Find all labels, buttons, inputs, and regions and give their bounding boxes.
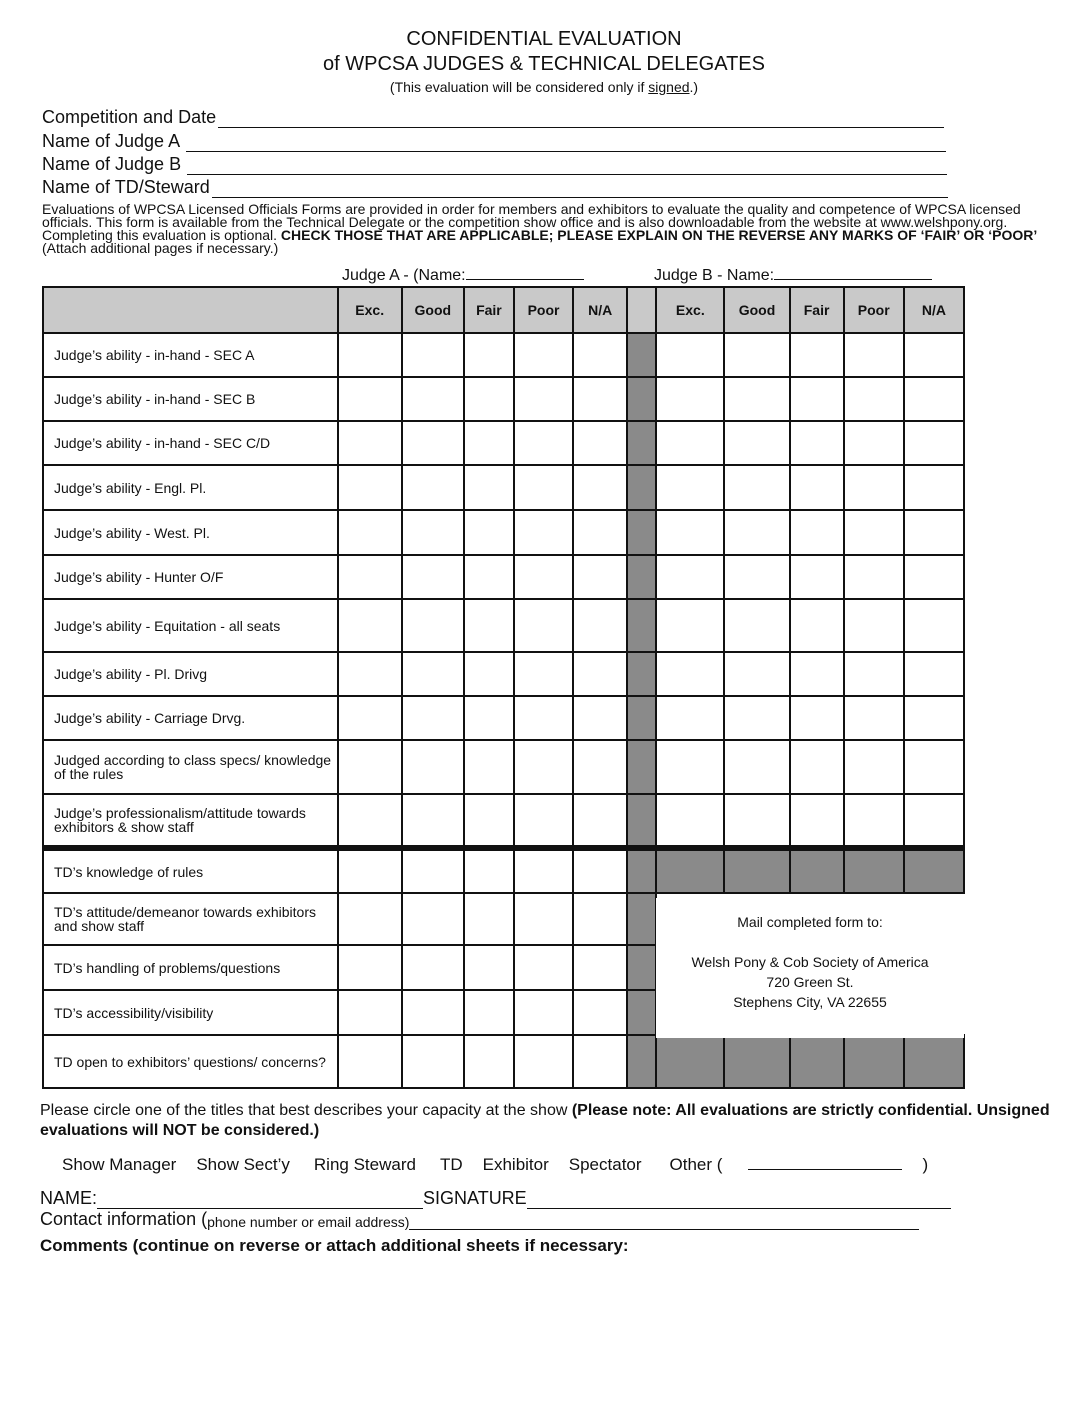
column-divider xyxy=(627,740,656,794)
judge-b-exc-checkbox[interactable] xyxy=(656,740,724,794)
column-divider xyxy=(627,893,656,945)
signature-label: SIGNATURE xyxy=(423,1188,527,1208)
capacity-show-manager[interactable]: Show Manager xyxy=(62,1155,177,1174)
judge-a-fair-checkbox[interactable] xyxy=(464,377,514,421)
criteria-header xyxy=(43,287,338,333)
judge-b-col-exc: Exc. xyxy=(656,287,724,333)
judge-a-good-checkbox[interactable] xyxy=(402,421,464,465)
column-divider xyxy=(627,599,656,652)
judge-a-exc-checkbox[interactable] xyxy=(338,421,402,465)
judge-b-good-checkbox[interactable] xyxy=(724,421,789,465)
judge-a-good-checkbox[interactable] xyxy=(402,740,464,794)
judge-a-good-checkbox[interactable] xyxy=(402,465,464,510)
judge-a-poor-checkbox[interactable] xyxy=(514,652,573,696)
judge-b-col-poor: Poor xyxy=(844,287,904,333)
judge-b-poor-checkbox[interactable] xyxy=(844,740,904,794)
judge-a-exc-checkbox[interactable] xyxy=(338,333,402,377)
judge-b-poor-checkbox[interactable] xyxy=(844,465,904,510)
judge-b-fair-checkbox[interactable] xyxy=(790,794,844,848)
judge-b-exc-checkbox[interactable] xyxy=(656,465,724,510)
table-row xyxy=(43,696,964,740)
judge-a-fair-checkbox[interactable] xyxy=(464,652,514,696)
judge-b-exc-checkbox[interactable] xyxy=(656,652,724,696)
name-label: NAME: xyxy=(40,1188,98,1208)
judge-b-fair-checkbox[interactable] xyxy=(790,652,844,696)
column-divider xyxy=(627,794,656,848)
judge-a-good-checkbox[interactable] xyxy=(402,848,464,893)
column-divider xyxy=(627,377,656,421)
judge-a-name-label: Judge A - (Name: xyxy=(342,267,466,284)
competition-field[interactable] xyxy=(42,107,944,128)
judge-a-fair-checkbox[interactable] xyxy=(464,510,514,555)
judge-a-fair-checkbox[interactable] xyxy=(464,990,514,1035)
column-divider xyxy=(627,990,656,1035)
column-divider xyxy=(627,555,656,599)
judge-a-poor-checkbox[interactable] xyxy=(514,848,573,893)
judge-a-good-checkbox[interactable] xyxy=(402,510,464,555)
judge-a-na-checkbox[interactable] xyxy=(573,990,627,1035)
judge-a-col-exc: Exc. xyxy=(338,287,402,333)
other-line[interactable] xyxy=(748,1155,902,1170)
table-row xyxy=(43,510,964,555)
shaded-cell xyxy=(844,848,904,893)
column-divider xyxy=(627,421,656,465)
capacity-show-secty[interactable]: Show Sect’y xyxy=(196,1155,290,1174)
judge-a-fair-checkbox[interactable] xyxy=(464,465,514,510)
judge-a-good-checkbox[interactable] xyxy=(402,696,464,740)
judge-b-fair-checkbox[interactable] xyxy=(790,465,844,510)
intro-bold: CHECK THOSE THAT ARE APPLICABLE; PLEASE EXPLAIN ON THE REVERSE ANY MARKS OF ‘FAIR’ OR ‘POOR’ xyxy=(280,227,1038,243)
judge-b-poor-checkbox[interactable] xyxy=(844,333,904,377)
mail-address-line2: 720 Green St. xyxy=(766,974,854,990)
judge-a-exc-checkbox[interactable] xyxy=(338,510,402,555)
judge-a-poor-checkbox[interactable] xyxy=(514,893,573,945)
judge-b-poor-checkbox[interactable] xyxy=(844,377,904,421)
judge-a-na-checkbox[interactable] xyxy=(573,377,627,421)
judge-a-fair-checkbox[interactable] xyxy=(464,696,514,740)
judge-b-exc-checkbox[interactable] xyxy=(656,794,724,848)
form-title: CONFIDENTIAL EVALUATION xyxy=(406,28,682,50)
judge-b-fair-checkbox[interactable] xyxy=(790,510,844,555)
column-divider xyxy=(627,848,656,893)
column-divider xyxy=(627,465,656,510)
judge-b-good-checkbox[interactable] xyxy=(724,599,789,652)
judge-a-poor-checkbox[interactable] xyxy=(514,421,573,465)
judge-b-na-checkbox[interactable] xyxy=(904,599,964,652)
capacity-spectator[interactable]: Spectator xyxy=(568,1155,642,1174)
judge-b-na-checkbox[interactable] xyxy=(904,465,964,510)
judge-a-na-checkbox[interactable] xyxy=(573,599,627,652)
name-signature-row xyxy=(40,1188,951,1209)
judge-b-poor-checkbox[interactable] xyxy=(844,555,904,599)
judge-b-na-checkbox[interactable] xyxy=(904,333,964,377)
column-divider xyxy=(627,333,656,377)
judge-a-good-checkbox[interactable] xyxy=(402,333,464,377)
judge-b-exc-checkbox[interactable] xyxy=(656,555,724,599)
judge-b-na-checkbox[interactable] xyxy=(904,696,964,740)
criterion-label: Judged according to class specs/ knowledge of the rules xyxy=(43,740,338,794)
criterion-label: Judge’s ability - Carriage Drvg. xyxy=(43,696,338,740)
competition-label: Competition and Date xyxy=(42,107,217,127)
judge-b-na-checkbox[interactable] xyxy=(904,510,964,555)
name-line[interactable] xyxy=(97,1192,423,1209)
judge-a-poor-checkbox[interactable] xyxy=(514,794,573,848)
form-subtitle xyxy=(0,79,1088,95)
judge-a-col-fair: Fair xyxy=(464,287,514,333)
judge-a-fair-checkbox[interactable] xyxy=(464,599,514,652)
judge-b-good-checkbox[interactable] xyxy=(724,510,789,555)
judge-b-fair-checkbox[interactable] xyxy=(790,377,844,421)
judge-b-na-checkbox[interactable] xyxy=(904,794,964,848)
judge-b-poor-checkbox[interactable] xyxy=(844,794,904,848)
mail-address-line3: Stephens City, VA 22655 xyxy=(733,994,887,1010)
judge-a-fair-checkbox[interactable] xyxy=(464,333,514,377)
judge-b-exc-checkbox[interactable] xyxy=(656,421,724,465)
judge-b-name-label: Judge B - Name: xyxy=(654,267,775,284)
judge-b-col-fair: Fair xyxy=(790,287,844,333)
judge-b-poor-checkbox[interactable] xyxy=(844,652,904,696)
judge-a-poor-checkbox[interactable] xyxy=(514,377,573,421)
judge-a-fair-checkbox[interactable] xyxy=(464,1035,514,1088)
judge-b-exc-checkbox[interactable] xyxy=(656,599,724,652)
mail-address-line1: Welsh Pony & Cob Society of America xyxy=(691,954,929,970)
judge-a-exc-checkbox[interactable] xyxy=(338,599,402,652)
judge-a-fair-checkbox[interactable] xyxy=(464,740,514,794)
criterion-label: Judge’s professionalism/attitude towards exhibitors & show staff xyxy=(43,794,338,848)
judge-a-poor-checkbox[interactable] xyxy=(514,1035,573,1088)
judge-b-exc-checkbox[interactable] xyxy=(656,377,724,421)
judge-a-exc-checkbox[interactable] xyxy=(338,848,402,893)
judge-b-fair-checkbox[interactable] xyxy=(790,599,844,652)
judge-b-good-checkbox[interactable] xyxy=(724,555,789,599)
contact-line[interactable] xyxy=(409,1215,919,1230)
judge-a-fair-checkbox[interactable] xyxy=(464,945,514,990)
judge-a-fair-checkbox[interactable] xyxy=(464,794,514,848)
judge-b-poor-checkbox[interactable] xyxy=(844,421,904,465)
table-row xyxy=(43,333,964,377)
judge-b-na-checkbox[interactable] xyxy=(904,740,964,794)
judge-b-poor-checkbox[interactable] xyxy=(844,599,904,652)
td-line[interactable] xyxy=(212,181,948,198)
judge-a-name-line[interactable] xyxy=(466,265,584,280)
subtitle-text: (This evaluation will be considered only if xyxy=(389,79,649,95)
judge-a-exc-checkbox[interactable] xyxy=(338,696,402,740)
judge-a-na-checkbox[interactable] xyxy=(573,652,627,696)
capacity-instructions xyxy=(40,1101,1050,1141)
shaded-cell xyxy=(904,848,964,893)
judge-a-exc-checkbox[interactable] xyxy=(338,555,402,599)
capacity-other-close: ) xyxy=(922,1155,929,1174)
criterion-label: Judge’s ability - in-hand - SEC C/D xyxy=(43,421,338,465)
judge-a-na-checkbox[interactable] xyxy=(573,848,627,893)
judge-b-fair-checkbox[interactable] xyxy=(790,740,844,794)
judge-b-exc-checkbox[interactable] xyxy=(656,333,724,377)
subtitle-signed: signed xyxy=(648,79,690,95)
shaded-cell xyxy=(790,848,844,893)
judge-a-exc-checkbox[interactable] xyxy=(338,1035,402,1088)
criterion-label: Judge’s ability - Engl. Pl. xyxy=(43,465,338,510)
table-row xyxy=(43,1035,964,1088)
mail-box xyxy=(656,898,964,1038)
judge-a-poor-checkbox[interactable] xyxy=(514,599,573,652)
judge-b-exc-checkbox[interactable] xyxy=(656,510,724,555)
capacity-ring-steward[interactable]: Ring Steward xyxy=(313,1155,416,1174)
judge-b-line[interactable] xyxy=(187,158,947,175)
judge-b-fair-checkbox[interactable] xyxy=(790,555,844,599)
competition-line[interactable] xyxy=(218,111,944,128)
judge-b-field[interactable] xyxy=(42,154,947,175)
judge-a-poor-checkbox[interactable] xyxy=(514,945,573,990)
judge-a-fair-checkbox[interactable] xyxy=(464,848,514,893)
criterion-label: TD’s attitude/demeanor towards exhibitors and show staff xyxy=(43,893,338,945)
judge-a-poor-checkbox[interactable] xyxy=(514,740,573,794)
judge-a-na-checkbox[interactable] xyxy=(573,893,627,945)
judge-b-label: Name of Judge B xyxy=(42,154,182,174)
judge-b-fair-checkbox[interactable] xyxy=(790,333,844,377)
capacity-other[interactable] xyxy=(670,1155,949,1175)
judge-a-field[interactable] xyxy=(42,131,946,152)
judge-b-na-checkbox[interactable] xyxy=(904,555,964,599)
shaded-cell xyxy=(844,1035,904,1088)
table-row xyxy=(43,465,964,510)
comments-label: Comments (continue on reverse or attach additional sheets if necessary: xyxy=(40,1236,629,1255)
mail-heading: Mail completed form to: xyxy=(737,914,883,930)
judge-b-col-na: N/A xyxy=(904,287,964,333)
judge-a-fair-checkbox[interactable] xyxy=(464,421,514,465)
judge-b-na-checkbox[interactable] xyxy=(904,377,964,421)
judge-b-name-line[interactable] xyxy=(774,265,932,280)
intro-text: Evaluations of WPCSA Licensed Officials Forms are provided in order for members and exhibitors to evaluate the quality and competence of WPCSA licensed officials. This form is available from the Technical Delegate or the competition show office and is also downloadable from the website at www.welshpony.org. Completing this evaluation is optional. xyxy=(42,201,1021,243)
criterion-label: Judge’s ability - in-hand - SEC A xyxy=(43,333,338,377)
capacity-text: Please circle one of the titles that best describes your capacity at the show xyxy=(40,1102,572,1119)
judge-b-na-checkbox[interactable] xyxy=(904,652,964,696)
table-row xyxy=(43,377,964,421)
capacity-td[interactable]: TD xyxy=(439,1155,463,1174)
judge-a-exc-checkbox[interactable] xyxy=(338,945,402,990)
judge-a-line[interactable] xyxy=(186,135,946,152)
judge-a-na-checkbox[interactable] xyxy=(573,333,627,377)
column-divider xyxy=(627,652,656,696)
judge-a-good-checkbox[interactable] xyxy=(402,599,464,652)
judge-b-good-checkbox[interactable] xyxy=(724,652,789,696)
judge-a-fair-checkbox[interactable] xyxy=(464,893,514,945)
contact-label: Contact information ( xyxy=(40,1209,208,1229)
judge-a-name-field[interactable] xyxy=(342,265,584,285)
judge-a-exc-checkbox[interactable] xyxy=(338,794,402,848)
judge-b-exc-checkbox[interactable] xyxy=(656,696,724,740)
criterion-label: Judge’s ability - Hunter O/F xyxy=(43,555,338,599)
criterion-label: Judge’s ability - Pl. Drivg xyxy=(43,652,338,696)
judge-a-fair-checkbox[interactable] xyxy=(464,555,514,599)
column-divider xyxy=(627,945,656,990)
criterion-label: TD’s accessibility/visibility xyxy=(43,990,338,1035)
capacity-note: (Please note: All evaluations are strictly confidential. Unsigned evaluations will NOT be considered.) xyxy=(40,1102,1050,1139)
judge-b-good-checkbox[interactable] xyxy=(724,465,789,510)
criterion-label: Judge’s ability - West. Pl. xyxy=(43,510,338,555)
judge-b-good-checkbox[interactable] xyxy=(724,696,789,740)
table-row xyxy=(43,421,964,465)
form-title-line2: of WPCSA JUDGES & TECHNICAL DELEGATES xyxy=(323,53,765,75)
judge-b-poor-checkbox[interactable] xyxy=(844,510,904,555)
judge-b-poor-checkbox[interactable] xyxy=(844,696,904,740)
judge-a-poor-checkbox[interactable] xyxy=(514,465,573,510)
judge-a-good-checkbox[interactable] xyxy=(402,794,464,848)
judge-a-na-checkbox[interactable] xyxy=(573,794,627,848)
criterion-label: TD’s handling of problems/questions xyxy=(43,945,338,990)
td-field[interactable] xyxy=(42,177,948,198)
column-divider xyxy=(627,287,656,333)
judge-b-good-checkbox[interactable] xyxy=(724,740,789,794)
signature-line[interactable] xyxy=(527,1192,951,1209)
shaded-cell xyxy=(656,1035,724,1088)
judge-b-col-good: Good xyxy=(724,287,789,333)
table-header-row xyxy=(43,287,964,333)
criterion-label: Judge’s ability - Equitation - all seats xyxy=(43,599,338,652)
judge-a-poor-checkbox[interactable] xyxy=(514,555,573,599)
contact-hint: phone number or email address) xyxy=(207,1214,410,1230)
judge-a-poor-checkbox[interactable] xyxy=(514,510,573,555)
judge-a-na-checkbox[interactable] xyxy=(573,465,627,510)
judge-a-exc-checkbox[interactable] xyxy=(338,377,402,421)
judge-a-na-checkbox[interactable] xyxy=(573,510,627,555)
judge-a-good-checkbox[interactable] xyxy=(402,945,464,990)
table-row xyxy=(43,652,964,696)
judge-b-fair-checkbox[interactable] xyxy=(790,421,844,465)
judge-a-good-checkbox[interactable] xyxy=(402,555,464,599)
judge-a-poor-checkbox[interactable] xyxy=(514,990,573,1035)
judge-a-na-checkbox[interactable] xyxy=(573,945,627,990)
judge-b-good-checkbox[interactable] xyxy=(724,377,789,421)
judge-a-good-checkbox[interactable] xyxy=(402,990,464,1035)
capacity-options xyxy=(62,1155,968,1175)
intro-text-end: (Attach additional pages if necessary.) xyxy=(42,240,279,256)
column-divider xyxy=(627,510,656,555)
judge-a-label: Name of Judge A xyxy=(42,131,181,151)
judge-a-good-checkbox[interactable] xyxy=(402,377,464,421)
table-row xyxy=(43,555,964,599)
capacity-other-label: Other ( xyxy=(669,1155,723,1174)
column-divider xyxy=(627,696,656,740)
table-row xyxy=(43,599,964,652)
td-label: Name of TD/Steward xyxy=(42,177,210,197)
judge-a-col-good: Good xyxy=(402,287,464,333)
judge-a-na-checkbox[interactable] xyxy=(573,555,627,599)
judge-a-na-checkbox[interactable] xyxy=(573,1035,627,1088)
shaded-cell xyxy=(724,1035,789,1088)
judge-a-good-checkbox[interactable] xyxy=(402,652,464,696)
criterion-label: Judge’s ability - in-hand - SEC B xyxy=(43,377,338,421)
table-row xyxy=(43,848,964,893)
criterion-label: TD’s knowledge of rules xyxy=(43,848,338,893)
judge-a-na-checkbox[interactable] xyxy=(573,740,627,794)
judge-b-good-checkbox[interactable] xyxy=(724,794,789,848)
judge-a-na-checkbox[interactable] xyxy=(573,421,627,465)
judge-b-good-checkbox[interactable] xyxy=(724,333,789,377)
table-row xyxy=(43,740,964,794)
shaded-cell xyxy=(904,1035,964,1088)
intro-paragraph xyxy=(42,203,1042,255)
judge-a-exc-checkbox[interactable] xyxy=(338,893,402,945)
judge-a-col-poor: Poor xyxy=(514,287,573,333)
shaded-cell xyxy=(724,848,789,893)
shaded-cell xyxy=(790,1035,844,1088)
judge-a-poor-checkbox[interactable] xyxy=(514,696,573,740)
judge-a-na-checkbox[interactable] xyxy=(573,696,627,740)
judge-b-na-checkbox[interactable] xyxy=(904,421,964,465)
criterion-label: TD open to exhibitors’ questions/ concerns? xyxy=(43,1035,338,1088)
judge-a-poor-checkbox[interactable] xyxy=(514,333,573,377)
judge-a-exc-checkbox[interactable] xyxy=(338,740,402,794)
judge-a-exc-checkbox[interactable] xyxy=(338,465,402,510)
judge-a-good-checkbox[interactable] xyxy=(402,1035,464,1088)
judge-b-fair-checkbox[interactable] xyxy=(790,696,844,740)
judge-b-name-field[interactable] xyxy=(654,265,932,285)
capacity-exhibitor[interactable]: Exhibitor xyxy=(482,1155,549,1174)
subtitle-end: .) xyxy=(689,79,699,95)
judge-a-col-na: N/A xyxy=(573,287,627,333)
judge-a-exc-checkbox[interactable] xyxy=(338,990,402,1035)
judge-a-good-checkbox[interactable] xyxy=(402,893,464,945)
judge-a-exc-checkbox[interactable] xyxy=(338,652,402,696)
shaded-cell xyxy=(656,848,724,893)
table-row xyxy=(43,794,964,848)
contact-row xyxy=(40,1209,919,1230)
column-divider xyxy=(627,1035,656,1088)
